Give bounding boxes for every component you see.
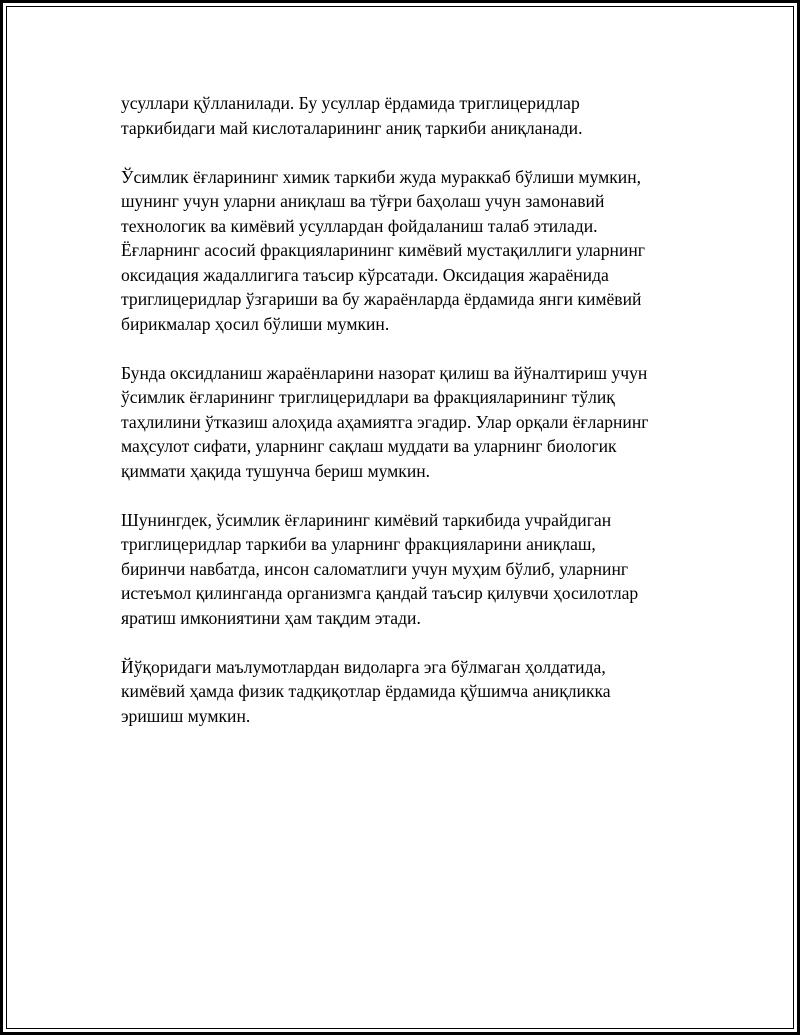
- text-line: бирикмалар ҳосил бўлиши мумкин.: [121, 313, 390, 334]
- text-line: шунинг учун уларни аниқлаш ва тўғри баҳолаш учун замонавий: [121, 191, 605, 211]
- paragraph-2: [121, 165, 721, 337]
- text-line: триглицеридлар таркиби ва уларнинг фракцияларини аниқлаш,: [121, 534, 596, 554]
- text-line: технологик ва кимёвий усуллардан фойдаланиш талаб этилади.: [121, 215, 598, 236]
- text-line: триглицеридлар ўзгариши ва бу жараёнларда ёрдамида янги кимёвий: [121, 289, 642, 309]
- text-line: Шунингдек, ўсимлик ёғларининг кимёвий таркибида учрайдиган: [121, 509, 612, 530]
- text-line: кимёвий ҳамда физик тадқиқотлар ёрдамида қўшимча аниқликка: [121, 681, 611, 701]
- text-line: Йўқоридаги маълумотлардан видоларга эга бўлмаган ҳолдатида,: [121, 656, 606, 677]
- text-line: Ўсимлик ёғларининг химик таркиби жуда мураккаб бўлиши мумкин,: [121, 166, 642, 187]
- text-line: яратиш имкониятини ҳам тақдим этади.: [121, 607, 421, 628]
- text-line: қиммати ҳақида тушунча бериш мумкин.: [121, 460, 431, 481]
- text-line: истеъмол қилинганда организмга қандай таъсир қилувчи ҳосилотлар: [121, 583, 639, 603]
- text-line: таҳлилини ўтказиш алоҳида аҳамиятга эгадир. Улар орқали ёғларнинг: [121, 411, 649, 432]
- text-line: маҳсулот сифати, уларнинг сақлаш муддати ва уларнинг биологик: [121, 436, 617, 456]
- text-line: Ёғларнинг асосий фракцияларининг кимёвий мустақиллиги уларнинг: [121, 240, 645, 260]
- paragraph-5: [121, 655, 721, 729]
- text-line: биринчи навбатда, инсон саломатлиги учун муҳим бўлиб, уларнинг: [121, 558, 629, 579]
- paragraph-1: [121, 91, 721, 140]
- document-body: [121, 91, 721, 753]
- text-line: таркибидаги май кислоталарининг аниқ таркиби аниқланади.: [121, 117, 583, 138]
- text-line: ўсимлик ёғларининг триглицеридлари ва фракцияларининг тўлиқ: [121, 387, 615, 407]
- text-line: эришиш мумкин.: [121, 705, 251, 726]
- text-line: усуллари қўлланилади. Бу усуллар ёрдамида триглицеридлар: [121, 93, 580, 113]
- text-line: Бунда оксидланиш жараёнларини назорат қилиш ва йўналтириш учун: [121, 362, 648, 383]
- paragraph-3: [121, 361, 721, 484]
- paragraph-4: [121, 508, 721, 631]
- text-line: оксидация жадаллигига таъсир кўрсатади. Оксидация жараёнида: [121, 264, 609, 285]
